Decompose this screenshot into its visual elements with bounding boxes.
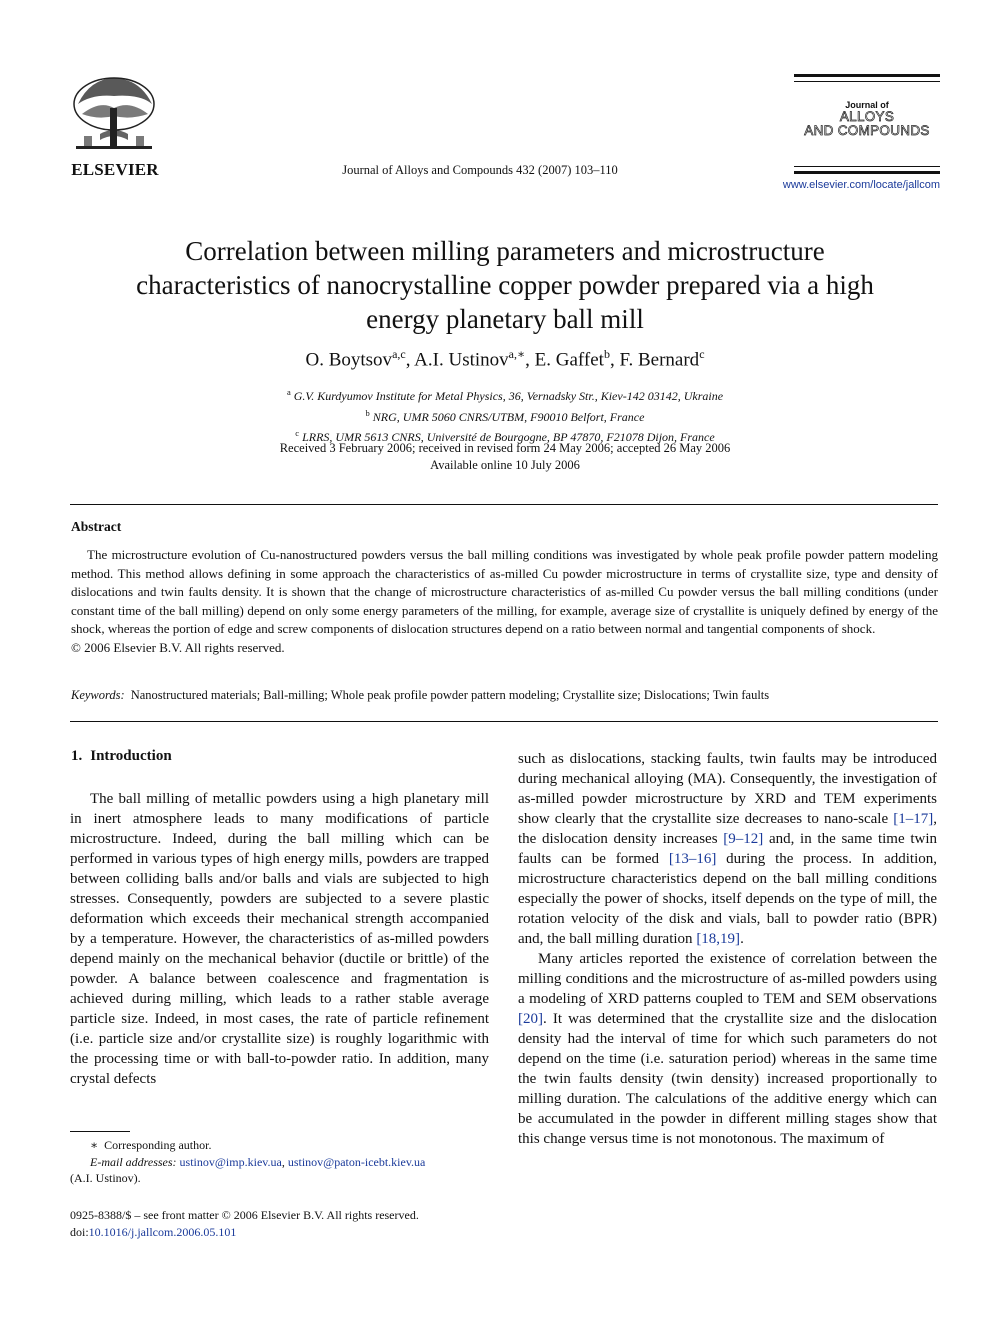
brand-rule bbox=[794, 81, 940, 82]
author-name: A.I. Ustinov bbox=[414, 349, 509, 371]
citation-link[interactable]: [13–16] bbox=[668, 851, 717, 867]
author-affiliation-mark[interactable]: b bbox=[603, 347, 610, 361]
abstract-heading: Abstract bbox=[71, 519, 122, 534]
footnote-corresponding-text: Corresponding author. bbox=[104, 1138, 212, 1152]
author-separator: , bbox=[525, 349, 535, 371]
front-matter bbox=[70, 1207, 490, 1241]
affiliation-text: NRG, UMR 5060 CNRS/UTBM, F90010 Belfort, France bbox=[372, 409, 645, 424]
journal-brand bbox=[782, 74, 940, 196]
footnote-rule bbox=[70, 1131, 130, 1132]
available-online-date: Available online 10 July 2006 bbox=[430, 458, 580, 472]
author-affiliation-mark[interactable]: a,∗ bbox=[508, 347, 526, 361]
received-dates: Received 3 February 2006; received in revised form 24 May 2006; accepted 26 May 2006 bbox=[279, 441, 731, 455]
article-title: Correlation between milling parameters and microstructure characteristics of nanocrystalline copper powder prepared via a high energy planetary ball mill bbox=[136, 236, 874, 334]
body-column-right bbox=[518, 749, 937, 1149]
issn-line: 0925-8388/$ – see front matter © 2006 Elsevier B.V. All rights reserved. bbox=[70, 1208, 419, 1222]
email-separator: , bbox=[281, 1154, 288, 1169]
divider bbox=[70, 504, 938, 505]
email-label: E-mail addresses: bbox=[90, 1154, 177, 1169]
doi-line bbox=[70, 1224, 490, 1241]
publisher-name: ELSEVIER bbox=[71, 160, 159, 179]
brand-line-1: ALLOYS bbox=[839, 109, 895, 124]
affiliation-mark: b bbox=[365, 407, 370, 418]
body-text: during the process. In addition, microstructure characteristics depend on the ball milling conditions especially the power of shocks, itself depends on the type of mill, the rotation velocity of the disk and vials, ball to powder ratio (BPR) and, the ball milling duration bbox=[518, 851, 937, 947]
affiliation-text: G.V. Kurdyumov Institute for Metal Physics, 36, Vernadsky Str., Kiev-142 03142, Ukraine bbox=[293, 389, 724, 403]
author-name: O. Boytsov bbox=[305, 349, 393, 371]
elsevier-logo bbox=[68, 74, 162, 180]
keywords-label: Keywords: bbox=[71, 688, 125, 702]
journal-citation: Journal of Alloys and Compounds 432 (2007) 103–110 bbox=[342, 163, 618, 177]
citation-link[interactable]: [1–17] bbox=[893, 811, 934, 827]
author-affiliation-mark[interactable]: a,c bbox=[392, 347, 406, 361]
abstract-text: The microstructure evolution of Cu-nanostructured powders versus the ball milling conditions was investigated by whole peak profile powder pattern modeling method. This method allows defining in some approach the characteristics of as-milled Cu powder microstructure in terms of crystallite size, type and density of dislocations and twin faults density. It is shown that the change of microstructure characteristics of as-milled Cu powder versus the ball milling conditions (under constant time of the ball milling) depend on only some energy parameters of the milling, for example, average size of crystallite is uniquely defined by energy of the shock, whereas the portion of edge and screw components of dislocation structures depend on a ratio between normal and tangential components of shock. bbox=[71, 547, 938, 636]
abstract-copyright: © 2006 Elsevier B.V. All rights reserved. bbox=[71, 639, 285, 655]
keywords bbox=[71, 688, 938, 703]
affiliation-text: LRRS, UMR 5613 CNRS, Université de Bourgogne, BP 47870, F21078 Dijon, France bbox=[302, 430, 715, 444]
affiliation-line bbox=[120, 384, 890, 405]
brand-rule bbox=[794, 166, 940, 167]
email-link[interactable]: ustinov@imp.kiev.ua bbox=[179, 1154, 282, 1169]
body-text: and, in the same time twin faults can be formed bbox=[518, 831, 937, 867]
footnote-who: (A.I. Ustinov). bbox=[70, 1171, 141, 1185]
section-heading bbox=[71, 748, 172, 765]
article-dates bbox=[120, 440, 890, 474]
author-separator: , bbox=[405, 349, 415, 371]
body-paragraph bbox=[518, 749, 937, 949]
keywords-text: Nanostructured materials; Ball-milling; Whole peak profile powder pattern modeling; Crystallite size; Dislocations; Twin faults bbox=[130, 688, 770, 702]
doi-label: doi: bbox=[70, 1225, 89, 1239]
brand-line-2: AND COMPOUNDS bbox=[804, 123, 930, 138]
footnote-corresponding bbox=[70, 1137, 490, 1154]
author-list bbox=[120, 347, 890, 371]
body-text: . It was determined that the crystallite size and the dislocation density had the interval of time for which such parameters do not depend on the time (i.e. saturation period) whereas in the same time the twin faults density (twin density) increased proportionally to milling duration. The calculations of the additive energy which can be accumulated in the powder in different milling stages show that this change versus time is not monotonous. The maximum of bbox=[518, 1011, 937, 1147]
footnote-emails bbox=[70, 1154, 490, 1171]
doi-link[interactable]: 10.1016/j.jallcom.2006.05.101 bbox=[88, 1225, 237, 1239]
body-text: . bbox=[740, 931, 744, 947]
author-separator: , bbox=[609, 349, 620, 371]
section-number: 1. bbox=[71, 748, 83, 764]
body-paragraph bbox=[518, 949, 937, 1149]
section-title: Introduction bbox=[90, 748, 172, 764]
brand-journal-of: Journal of bbox=[845, 100, 889, 110]
affiliations bbox=[120, 384, 890, 446]
footnote bbox=[70, 1137, 490, 1187]
email-link[interactable]: ustinov@paton-icebt.kiev.ua bbox=[287, 1154, 426, 1169]
body-text: such as dislocations, stacking faults, twin faults may be introduced during mechanical alloying (MA). Consequently, the investigation of as-milled powder microstructure by XRD and TEM experiments show clearly that the crystallite size decreases to nano-scale bbox=[518, 751, 937, 827]
body-text: , the dislocation density increases bbox=[518, 811, 937, 847]
body-paragraph: The ball milling of metallic powders using a high planetary mill in inert atmosphere leads to many modifications of particle microstructure. Indeed, during the ball milling which can be performed in various types of high energy mills, powders are trapped between colliding balls and/or balls and vials are subjected to high stresses. Consequently, powders are subjected to a severe plastic deformation which exceeds their mechanical strength accompanied by a temperature. However, the characteristics of as-milled powders depend mainly on the mechanical behavior (ductile or brittle) of the powder. A balance between coalescence and fragmentation is achieved during milling, which leads to a rather stable average particle size. Indeed, in most cases, the rate of particle refinement (i.e. particle size and/or crystallite size) is roughly logarithmic with the processing time or with ball-to-powder ratio. In addition, many crystal defects bbox=[70, 791, 489, 1087]
divider bbox=[70, 721, 938, 722]
abstract-body bbox=[71, 546, 938, 657]
author-affiliation-mark[interactable]: c bbox=[699, 347, 705, 361]
footnote-mark: ∗ bbox=[90, 1138, 99, 1152]
author-name: F. Bernard bbox=[619, 349, 700, 371]
author-name: E. Gaffet bbox=[534, 349, 604, 371]
brand-rule bbox=[794, 74, 940, 77]
affiliation-mark: c bbox=[295, 428, 300, 438]
affiliation-line bbox=[120, 405, 890, 426]
citation-link[interactable]: [9–12] bbox=[723, 831, 764, 847]
affiliation-mark: a bbox=[286, 387, 291, 397]
brand-rule bbox=[794, 171, 940, 174]
body-column-left bbox=[70, 789, 489, 1089]
citation-link[interactable]: [20] bbox=[518, 1011, 543, 1027]
body-text: Many articles reported the existence of correlation between the milling conditions and the microstructure of as-milled powders using a modeling of XRD patterns coupled to TEM and SEM observations bbox=[518, 951, 937, 1007]
citation-link[interactable]: [18,19] bbox=[696, 931, 741, 947]
elsevier-tree-icon bbox=[70, 74, 158, 160]
brand-alloys bbox=[794, 110, 940, 138]
journal-url-link[interactable]: www.elsevier.com/locate/jallcom bbox=[782, 179, 940, 191]
